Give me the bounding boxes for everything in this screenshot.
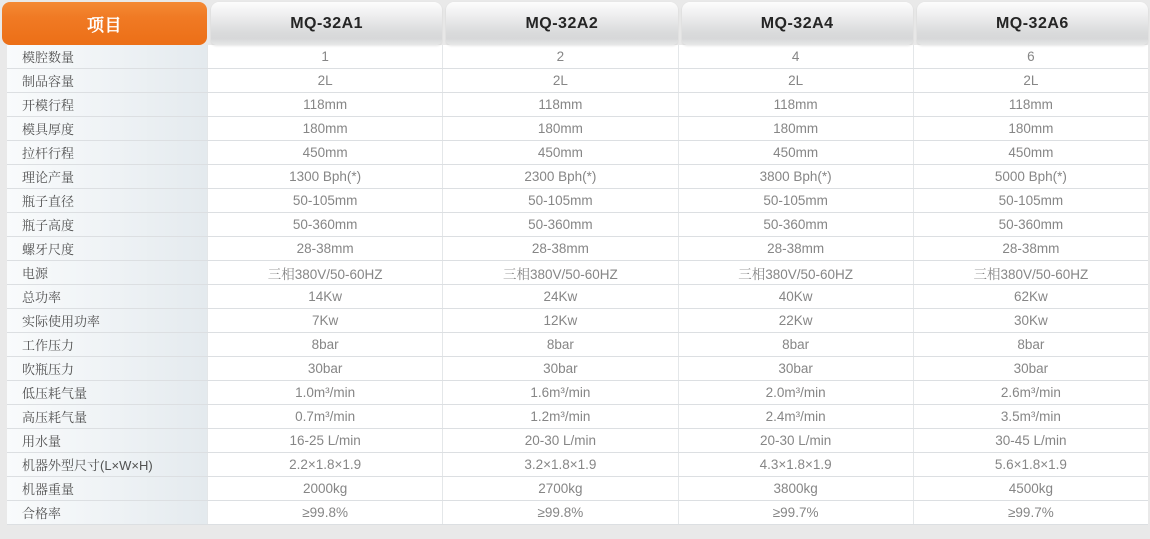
cell-value: 118mm bbox=[207, 93, 442, 116]
row-label: 工作压力 bbox=[7, 333, 207, 356]
cell-value: 50-360mm bbox=[913, 213, 1148, 236]
cell-value: 3800 Bph(*) bbox=[678, 165, 913, 188]
cell-value: 40Kw bbox=[678, 285, 913, 308]
cell-value: 2300 Bph(*) bbox=[442, 165, 677, 188]
cell-value: 三相380V/50-60HZ bbox=[678, 261, 913, 284]
cell-value: 50-360mm bbox=[442, 213, 677, 236]
table-row bbox=[7, 453, 1148, 477]
table-row bbox=[7, 69, 1148, 93]
table-header-row bbox=[2, 2, 1148, 45]
cell-value: 5000 Bph(*) bbox=[913, 165, 1148, 188]
cell-value: 50-105mm bbox=[678, 189, 913, 212]
cell-value: 22Kw bbox=[678, 309, 913, 332]
cell-value: 6 bbox=[913, 45, 1148, 68]
table-row bbox=[7, 333, 1148, 357]
cell-value: 2L bbox=[913, 69, 1148, 92]
header-model-mq-32a6: MQ-32A6 bbox=[917, 2, 1148, 45]
cell-value: 1 bbox=[207, 45, 442, 68]
cell-value: 28-38mm bbox=[913, 237, 1148, 260]
row-label: 拉杆行程 bbox=[7, 141, 207, 164]
table-row bbox=[7, 261, 1148, 285]
row-label: 吹瓶压力 bbox=[7, 357, 207, 380]
row-label: 理论产量 bbox=[7, 165, 207, 188]
cell-value: 50-360mm bbox=[678, 213, 913, 236]
cell-value: ≥99.8% bbox=[207, 501, 442, 524]
table-row bbox=[7, 357, 1148, 381]
cell-value: 7Kw bbox=[207, 309, 442, 332]
row-label: 总功率 bbox=[7, 285, 207, 308]
row-label: 低压耗气量 bbox=[7, 381, 207, 404]
row-label: 开模行程 bbox=[7, 93, 207, 116]
cell-value: 2L bbox=[442, 69, 677, 92]
row-label: 实际使用功率 bbox=[7, 309, 207, 332]
cell-value: 2000kg bbox=[207, 477, 442, 500]
cell-value: 8bar bbox=[913, 333, 1148, 356]
table-row bbox=[7, 93, 1148, 117]
cell-value: 三相380V/50-60HZ bbox=[913, 261, 1148, 284]
cell-value: 30bar bbox=[207, 357, 442, 380]
row-label: 高压耗气量 bbox=[7, 405, 207, 428]
cell-value: 0.7m³/min bbox=[207, 405, 442, 428]
cell-value: 28-38mm bbox=[442, 237, 677, 260]
table-body bbox=[7, 45, 1148, 525]
row-label: 瓶子直径 bbox=[7, 189, 207, 212]
cell-value: 30bar bbox=[913, 357, 1148, 380]
cell-value: 28-38mm bbox=[678, 237, 913, 260]
cell-value: 12Kw bbox=[442, 309, 677, 332]
row-label: 合格率 bbox=[7, 501, 207, 524]
cell-value: 2 bbox=[442, 45, 677, 68]
cell-value: 450mm bbox=[913, 141, 1148, 164]
table-row bbox=[7, 285, 1148, 309]
cell-value: 30bar bbox=[678, 357, 913, 380]
cell-value: 118mm bbox=[442, 93, 677, 116]
spec-table bbox=[2, 2, 1148, 525]
cell-value: 14Kw bbox=[207, 285, 442, 308]
cell-value: ≥99.7% bbox=[913, 501, 1148, 524]
cell-value: 1.0m³/min bbox=[207, 381, 442, 404]
cell-value: 50-105mm bbox=[442, 189, 677, 212]
cell-value: 50-105mm bbox=[913, 189, 1148, 212]
cell-value: ≥99.7% bbox=[678, 501, 913, 524]
row-label: 电源 bbox=[7, 261, 207, 284]
table-row bbox=[7, 141, 1148, 165]
cell-value: 180mm bbox=[678, 117, 913, 140]
cell-value: 8bar bbox=[678, 333, 913, 356]
cell-value: 三相380V/50-60HZ bbox=[442, 261, 677, 284]
table-row bbox=[7, 237, 1148, 261]
table-row bbox=[7, 213, 1148, 237]
cell-value: 1.2m³/min bbox=[442, 405, 677, 428]
cell-value: 30-45 L/min bbox=[913, 429, 1148, 452]
cell-value: 20-30 L/min bbox=[442, 429, 677, 452]
cell-value: 30Kw bbox=[913, 309, 1148, 332]
table-row bbox=[7, 501, 1148, 525]
cell-value: 450mm bbox=[678, 141, 913, 164]
cell-value: 8bar bbox=[442, 333, 677, 356]
table-row bbox=[7, 165, 1148, 189]
cell-value: 2.6m³/min bbox=[913, 381, 1148, 404]
cell-value: 180mm bbox=[913, 117, 1148, 140]
cell-value: 30bar bbox=[442, 357, 677, 380]
row-label: 模具厚度 bbox=[7, 117, 207, 140]
row-label: 瓶子高度 bbox=[7, 213, 207, 236]
cell-value: 118mm bbox=[913, 93, 1148, 116]
cell-value: 2700kg bbox=[442, 477, 677, 500]
cell-value: 450mm bbox=[442, 141, 677, 164]
header-item-label: 项目 bbox=[2, 2, 207, 45]
row-label: 制品容量 bbox=[7, 69, 207, 92]
header-model-mq-32a4: MQ-32A4 bbox=[682, 2, 913, 45]
cell-value: 50-360mm bbox=[207, 213, 442, 236]
cell-value: 4 bbox=[678, 45, 913, 68]
cell-value: 3800kg bbox=[678, 477, 913, 500]
cell-value: 2.2×1.8×1.9 bbox=[207, 453, 442, 476]
table-row bbox=[7, 381, 1148, 405]
table-row bbox=[7, 117, 1148, 141]
row-label: 用水量 bbox=[7, 429, 207, 452]
table-row bbox=[7, 429, 1148, 453]
table-row bbox=[7, 477, 1148, 501]
cell-value: 450mm bbox=[207, 141, 442, 164]
cell-value: 180mm bbox=[442, 117, 677, 140]
cell-value: 三相380V/50-60HZ bbox=[207, 261, 442, 284]
cell-value: 2L bbox=[207, 69, 442, 92]
cell-value: 4.3×1.8×1.9 bbox=[678, 453, 913, 476]
cell-value: 3.2×1.8×1.9 bbox=[442, 453, 677, 476]
row-label: 模腔数量 bbox=[7, 45, 207, 68]
cell-value: 8bar bbox=[207, 333, 442, 356]
row-label: 螺牙尺度 bbox=[7, 237, 207, 260]
row-label: 机器外型尺寸(L×W×H) bbox=[7, 453, 207, 476]
cell-value: 3.5m³/min bbox=[913, 405, 1148, 428]
cell-value: 1300 Bph(*) bbox=[207, 165, 442, 188]
cell-value: 5.6×1.8×1.9 bbox=[913, 453, 1148, 476]
cell-value: 1.6m³/min bbox=[442, 381, 677, 404]
cell-value: 4500kg bbox=[913, 477, 1148, 500]
cell-value: 2.4m³/min bbox=[678, 405, 913, 428]
table-row bbox=[7, 45, 1148, 69]
header-model-mq-32a1: MQ-32A1 bbox=[211, 2, 442, 45]
cell-value: 50-105mm bbox=[207, 189, 442, 212]
row-label: 机器重量 bbox=[7, 477, 207, 500]
cell-value: 20-30 L/min bbox=[678, 429, 913, 452]
table-row bbox=[7, 309, 1148, 333]
cell-value: 180mm bbox=[207, 117, 442, 140]
cell-value: 2.0m³/min bbox=[678, 381, 913, 404]
cell-value: 24Kw bbox=[442, 285, 677, 308]
cell-value: 16-25 L/min bbox=[207, 429, 442, 452]
cell-value: 28-38mm bbox=[207, 237, 442, 260]
cell-value: ≥99.8% bbox=[442, 501, 677, 524]
cell-value: 118mm bbox=[678, 93, 913, 116]
table-row bbox=[7, 189, 1148, 213]
header-model-mq-32a2: MQ-32A2 bbox=[446, 2, 677, 45]
cell-value: 2L bbox=[678, 69, 913, 92]
table-row bbox=[7, 405, 1148, 429]
cell-value: 62Kw bbox=[913, 285, 1148, 308]
